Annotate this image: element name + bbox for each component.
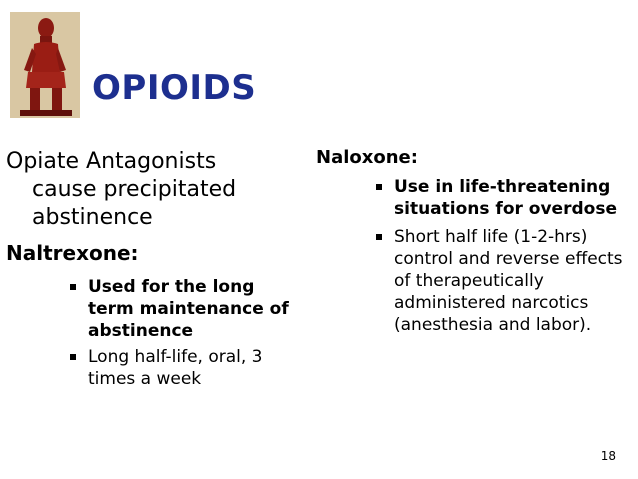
- intro-line-1: Opiate Antagonists: [6, 149, 217, 174]
- list-item: [374, 226, 626, 336]
- bullet-text: Short half life (1-2-hrs) control and reverse effects of therapeutically administered narcotics (anesthesia and labor).: [394, 227, 623, 335]
- bullet-text: Use in life-threatening situations for overdose: [394, 177, 617, 219]
- bullet-square-icon: [70, 284, 76, 290]
- slide-title: OPIOIDS: [92, 68, 257, 108]
- bullet-text: Long half-life, oral, 3 times a week: [88, 347, 263, 389]
- list-item: [374, 176, 626, 220]
- naltrexone-heading: Naltrexone:: [6, 241, 139, 265]
- right-column: [316, 146, 626, 342]
- seated-figure-statue-image: [10, 12, 80, 118]
- intro-text: [6, 148, 306, 232]
- list-item: [68, 346, 306, 390]
- list-item: [68, 276, 306, 342]
- naltrexone-bullet-list: [6, 276, 306, 390]
- naloxone-bullet-list: [316, 176, 626, 336]
- intro-line-3: abstinence: [32, 205, 153, 230]
- page-number: 18: [600, 449, 616, 463]
- left-column: [6, 148, 306, 394]
- bullet-square-icon: [376, 184, 382, 190]
- bullet-text: Used for the long term maintenance of abstinence: [88, 277, 289, 341]
- bullet-square-icon: [70, 354, 76, 360]
- bullet-square-icon: [376, 234, 382, 240]
- intro-line-2: cause precipitated: [32, 177, 237, 202]
- naloxone-heading: Naloxone:: [316, 147, 418, 168]
